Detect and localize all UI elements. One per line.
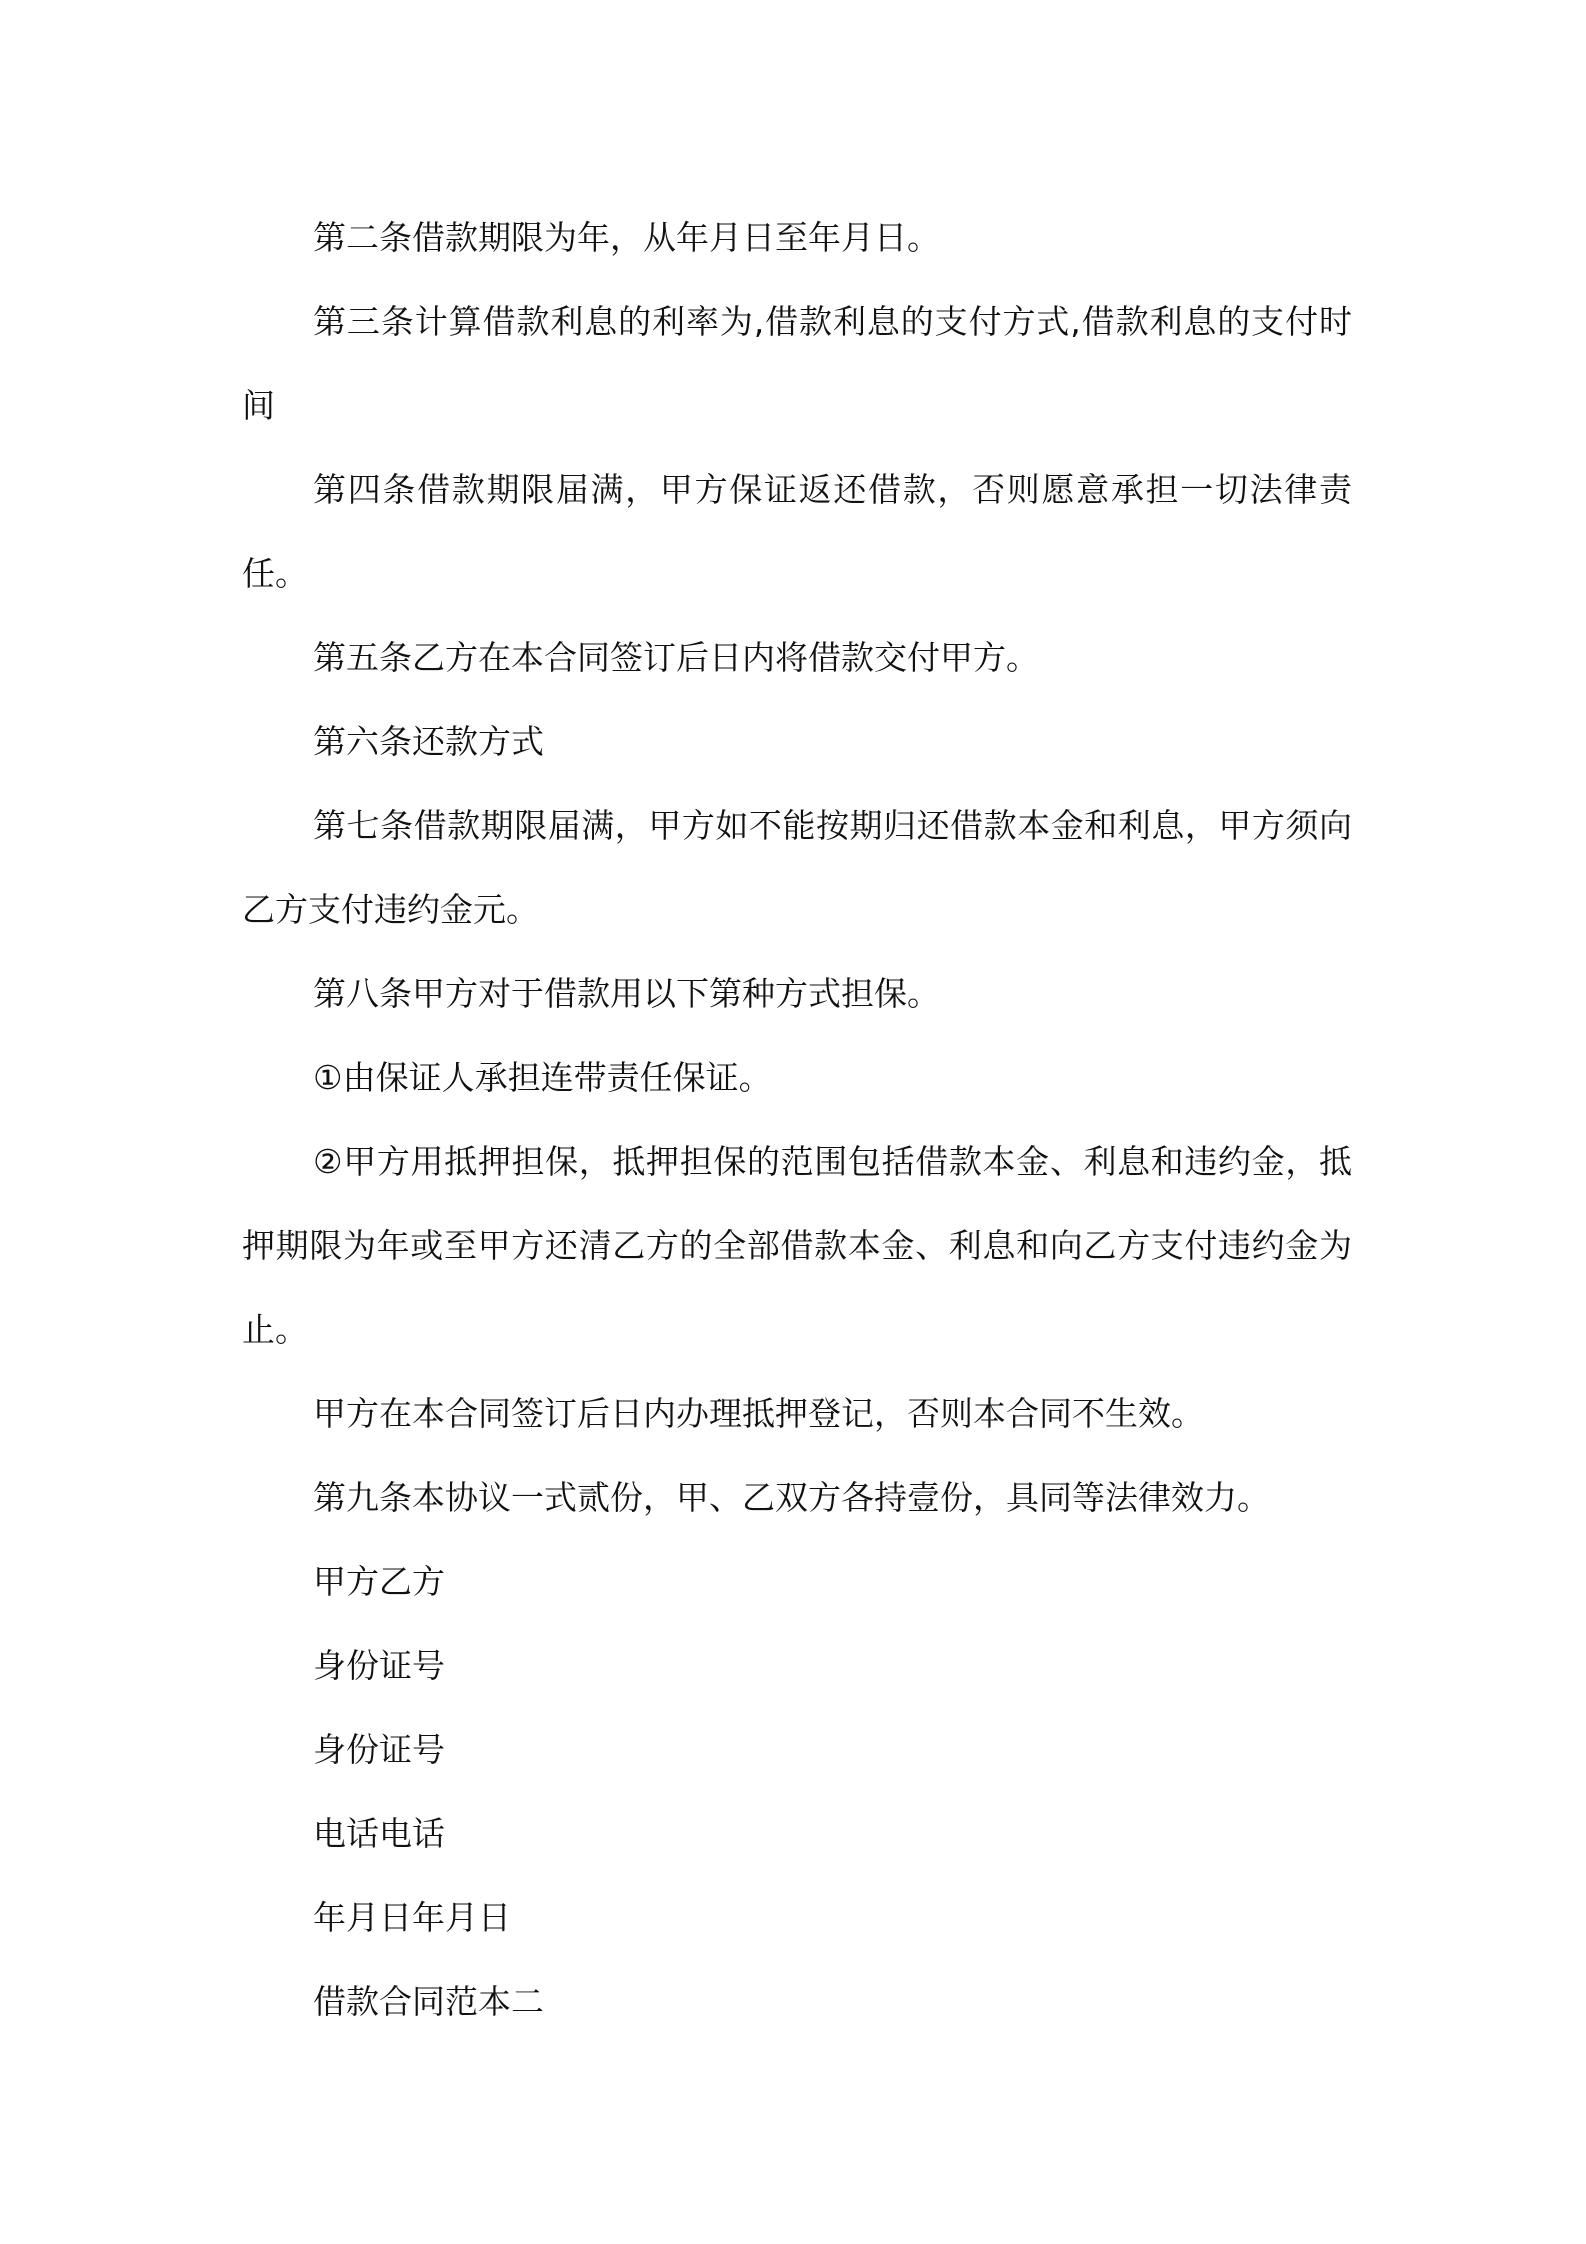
id-number-line-1: 身份证号 — [313, 1646, 445, 1685]
article-4-repayment-guarantee: 第四条借款期限届满，甲方保证返还借款，否则愿意承担一切法律责任。 — [242, 470, 1352, 593]
article-2-term: 第二条借款期限为年，从年月日至年月日。 — [313, 218, 940, 257]
article-5-loan-delivery: 第五条乙方在本合同签订后日内将借款交付甲方。 — [313, 638, 1039, 677]
date-line: 年月日年月日 — [313, 1898, 511, 1937]
article-3-interest: 第三条计算借款利息的利率为,借款利息的支付方式,借款利息的支付时间 — [242, 302, 1352, 425]
signature-parties: 甲方乙方 — [313, 1562, 445, 1601]
phone-line: 电话电话 — [313, 1814, 445, 1853]
mortgage-registration: 甲方在本合同签订后日内办理抵押登记，否则本合同不生效。 — [313, 1394, 1204, 1433]
document-body — [242, 196, 1352, 2044]
section-heading-template-2: 借款合同范本二 — [313, 1982, 544, 2021]
article-8-security: 第八条甲方对于借款用以下第种方式担保。 — [313, 974, 940, 1013]
security-option-1: ①由保证人承担连带责任保证。 — [313, 1058, 772, 1097]
id-number-line-2: 身份证号 — [313, 1730, 445, 1769]
article-6-repayment-method: 第六条还款方式 — [313, 722, 544, 761]
article-9-copies: 第九条本协议一式贰份，甲、乙双方各持壹份，具同等法律效力。 — [313, 1478, 1270, 1517]
article-7-default-penalty: 第七条借款期限届满，甲方如不能按期归还借款本金和利息，甲方须向乙方支付违约金元。 — [242, 806, 1352, 929]
security-option-2: ②甲方用抵押担保，抵押担保的范围包括借款本金、利息和违约金，抵押期限为年或至甲方还清乙方的全部借款本金、利息和向乙方支付违约金为止。 — [242, 1142, 1352, 1349]
